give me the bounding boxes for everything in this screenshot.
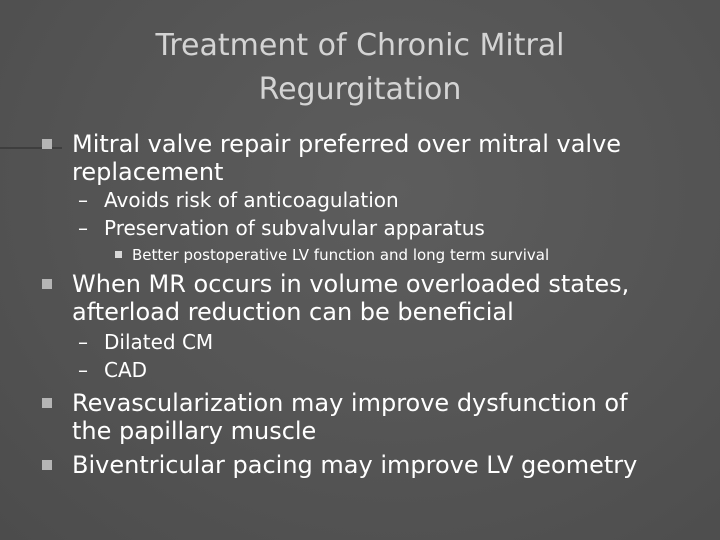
title-line-1: Treatment of Chronic Mitral — [155, 28, 565, 63]
bullet-2-line-2: afterload reduction can be beneficial — [72, 298, 514, 326]
square-bullet-icon — [42, 460, 52, 470]
bullet-1-text — [72, 130, 692, 186]
sub-bullet-2-2-text: CAD — [104, 358, 148, 382]
dash-marker: – — [78, 216, 88, 240]
dash-marker: – — [78, 330, 88, 354]
dash-marker: – — [78, 358, 88, 382]
square-bullet-icon — [42, 139, 52, 149]
bullet-2-line-1: When MR occurs in volume overloaded states, — [72, 270, 630, 298]
slide-title — [40, 24, 680, 112]
bullet-1-line-1: Mitral valve repair preferred over mitral valve — [72, 130, 622, 158]
square-bullet-icon — [42, 398, 52, 408]
square-bullet-icon — [42, 279, 52, 289]
title-line-2: Regurgitation — [258, 72, 462, 107]
accent-line — [0, 147, 62, 149]
dash-marker: – — [78, 188, 88, 212]
bullet-4-line-1: Biventricular pacing may improve LV geometry — [72, 451, 638, 479]
sub-bullet-2-1-text: Dilated CM — [104, 330, 214, 354]
sub-bullet-1-2-text: Preservation of subvalvular apparatus — [104, 216, 485, 240]
bullet-3-text — [72, 389, 702, 445]
bullet-3-line-2: the papillary muscle — [72, 417, 317, 445]
bullet-2-text — [72, 270, 702, 326]
bullet-1-line-2: replacement — [72, 158, 224, 186]
small-square-bullet-icon — [115, 251, 122, 258]
bullet-3-line-1: Revascularization may improve dysfunction of — [72, 389, 628, 417]
sub-sub-bullet-1-text: Better postoperative LV function and long term survival — [132, 246, 550, 264]
sub-bullet-1-1-text: Avoids risk of anticoagulation — [104, 188, 399, 212]
bullet-4-text — [72, 451, 702, 479]
